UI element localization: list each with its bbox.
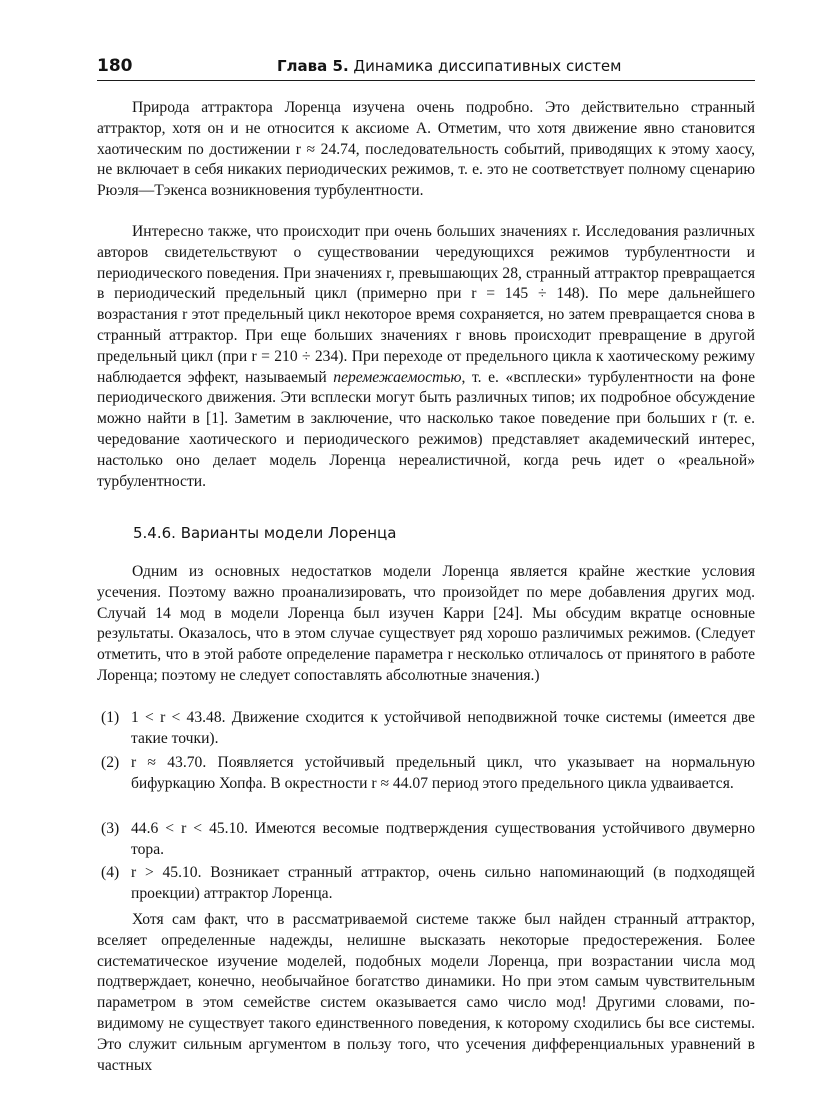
list-marker: (1) xyxy=(101,709,120,726)
list-marker: (3) xyxy=(101,820,120,837)
list-item xyxy=(97,863,755,905)
paragraph-truncation xyxy=(97,562,755,687)
emphasis-term: перемежаемостью xyxy=(333,368,462,386)
page-number: 180 xyxy=(97,56,133,76)
chapter-name: Динамика диссипативных систем xyxy=(353,57,622,75)
section-heading xyxy=(133,524,396,542)
list-item xyxy=(97,753,755,795)
section-title: Варианты модели Лоренца xyxy=(180,524,397,542)
paragraph-cautions xyxy=(97,910,755,1076)
paragraph-part: , т. е. «всплески» турбулентности на фоне периодического движения. Эти всплески могут быть различных типов; их подробное обсуждение можно найти в [1]. Заметим в заключение, что насколько такое поведение при больших r (т. е. чередование хаотического и периодического режимов) представляет академический интерес, настолько оно делает модель Лоренца нереалистичной, когда речь идет о «реальной» турбулентности. xyxy=(97,368,755,490)
chapter-title xyxy=(277,57,621,75)
list-item-text: r > 45.10. Возникает странный аттрактор, очень сильно напоминающий (в подходящей проекции) аттрактор Лоренца. xyxy=(131,864,755,902)
paragraph-text: Природа аттрактора Лоренца изучена очень подробно. Это действительно странный аттрактор, хотя он и не относится к аксиоме А. Отметим, что хотя движение явно становится хаотическим по достижении r ≈ 24.74, последовательность событий, приводящих к этому хаосу, не включает в себя никаких периодических режимов, т. е. это не соответствует полному сценарию Рюэля—Тэкенса возникновения турбулентности. xyxy=(97,99,755,200)
running-head xyxy=(97,54,755,81)
list-item xyxy=(97,708,755,750)
paragraph-large-r xyxy=(97,222,755,492)
paragraph-text xyxy=(97,222,755,492)
list-item-text: 44.6 < r < 45.10. Имеются весомые подтверждения существования устойчивого двумерно тора. xyxy=(131,820,755,858)
paragraph-text: Хотя сам факт, что в рассматриваемой системе также был найден странный аттрактор, вселяет определенные надежды, нелишне высказать некоторые предостережения. Более систематическое изучение моделей, подобных модели Лоренца, при возрастании числа мод подтверждает, конечно, необычайное богатство динамики. Но при этом самым чувствительным параметром в этом семействе систем оказывается само число мод! Другими словами, по-видимому не существует такого единственного поведения, к которому сходились бы все системы. Это служит сильным аргументом в пользу того, что усечения дифференциальных уравнений в частных xyxy=(97,911,755,1074)
list-item-text: 1 < r < 43.48. Движение сходится к устойчивой неподвижной точке системы (имеется две такие точки). xyxy=(131,709,755,747)
chapter-label: Глава 5. xyxy=(277,57,349,75)
section-number: 5.4.6. xyxy=(133,524,176,542)
paragraph-attractor-nature xyxy=(97,98,755,202)
paragraph-text: Одним из основных недостатков модели Лоренца является крайне жесткие условия усечения. Поэтому важно проанализировать, что произойдет по мере добавления других мод. Случай 14 мод в модели Лоренца был изучен Карри [24]. Мы обсудим вкратце основные результаты. Оказалось, что в этом случае существует ряд хорошо различимых режимов. (Следует отметить, что в этой работе определение параметра r несколько отличалось от принятого в работе Лоренца; поэтому не следует сопоставлять абсолютные значения.) xyxy=(97,563,755,684)
list-marker: (4) xyxy=(101,864,120,881)
list-item xyxy=(97,819,755,861)
paragraph-part: Интересно также, что происходит при очень больших значениях r. Исследования различных авторов свидетельствуют о существовании чередующихся режимов турбулентности и периодического поведения. При значениях r, превышающих 28, странный аттрактор превращается в периодический предельный цикл (примерно при r = 145 ÷ 148). По мере дальнейшего возрастания r этот предельный цикл некоторое время сохраняется, но затем превращается снова в странный аттрактор. При еще больших значениях r вновь происходит превращение в другой предельный цикл (при r = 210 ÷ 234). При переходе от предельного цикла к хаотическому режиму наблюдается эффект, называемый xyxy=(97,223,755,386)
list-marker: (2) xyxy=(101,754,120,771)
list-item-text: r ≈ 43.70. Появляется устойчивый предельный цикл, что указывает на нормальную бифуркацию Хопфа. В окрестности r ≈ 44.07 период этого предельного цикла удваивается. xyxy=(131,754,755,792)
